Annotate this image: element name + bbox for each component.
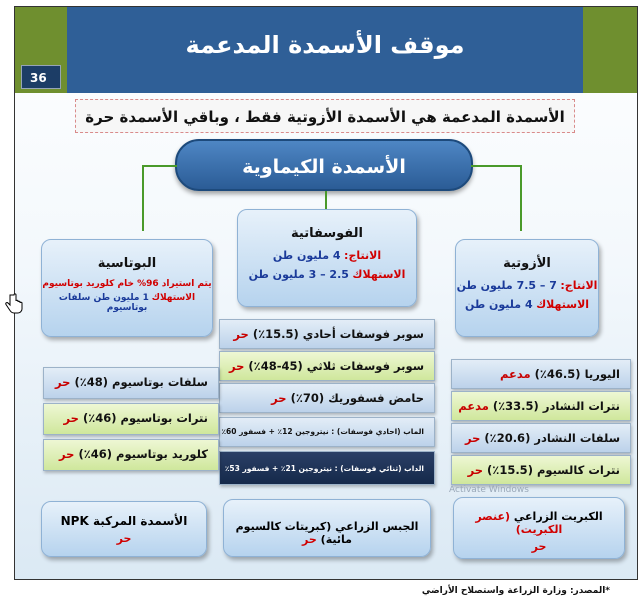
item-percent: (33.5٪) xyxy=(492,399,539,413)
item-percent: (15.5٪) xyxy=(252,327,299,341)
nitrogen-item xyxy=(451,423,631,453)
item-percent: (46.5٪) xyxy=(534,367,581,381)
item-name: سلفات بوتاسيوم xyxy=(112,375,208,389)
nitrogen-consumption-label: الاستهلاك xyxy=(536,298,590,311)
gypsum-name: الجبس الزراعي xyxy=(335,520,419,533)
item-percent: (46٪) xyxy=(82,411,117,425)
watermark-text: Activate Windows xyxy=(449,485,529,495)
item-name: الماب (احادي فوسفات) : نيتروجين 12٪ + فسفور 60٪ xyxy=(221,427,424,436)
item-name: سوبر فوسفات أحادي xyxy=(302,327,424,341)
potash-item xyxy=(43,439,219,471)
item-status: حر xyxy=(467,463,484,477)
nitrogen-item xyxy=(451,391,631,421)
item-status: حر xyxy=(464,431,481,445)
sulfur-box xyxy=(453,497,625,559)
subsidy-note-banner: الأسمدة المدعمة هي الأسمدة الأزوتية فقط ، وباقي الأسمدة حرة xyxy=(75,99,575,133)
header-right-band xyxy=(583,7,637,93)
phosphate-title: الفوسفاتية xyxy=(291,226,363,241)
nitrogen-production-label: الانتاج: xyxy=(560,279,598,292)
connector-left-h xyxy=(143,165,177,167)
nitrogen-production-value: 7 – 7.5 مليون طن xyxy=(456,279,557,292)
nitrogen-title: الأزوتية xyxy=(503,256,551,271)
connector-right-v xyxy=(520,165,522,231)
hand-cursor-icon xyxy=(2,292,26,316)
item-name: حامض فسفوريك xyxy=(328,391,424,405)
potash-import-note: يتم استيراد 96% خام كلوريد بوتاسيوم xyxy=(42,279,212,289)
item-status: مدعم xyxy=(458,399,489,413)
phosphate-item xyxy=(219,351,435,381)
potash-consumption-label: الاستهلاك xyxy=(151,293,196,303)
phosphate-item xyxy=(219,383,435,413)
item-name: نترات بوتاسيوم xyxy=(120,411,208,425)
slide xyxy=(14,6,638,580)
potash-item xyxy=(43,367,219,399)
item-percent: (20.6٪) xyxy=(484,431,531,445)
category-nitrogen xyxy=(455,239,599,337)
item-percent: (70٪) xyxy=(290,391,325,405)
phosphate-consumption-label: الاستهلاك xyxy=(352,268,406,281)
category-potash xyxy=(41,239,213,337)
item-status: حر xyxy=(54,375,71,389)
phosphate-item xyxy=(219,319,435,349)
source-note: *المصدر: وزارة الزراعة واستصلاح الأراضي xyxy=(421,586,610,596)
item-status: مدعم xyxy=(499,367,531,381)
category-phosphate xyxy=(237,209,417,307)
npk-status: حر xyxy=(116,532,132,545)
phosphate-consumption-value: 2.5 – 3 مليون طن xyxy=(248,268,349,281)
item-name: الداب (ثنائي فوسفات) : نيتروجين 21٪ + فسفور 53٪ xyxy=(224,464,424,473)
gypsum-status: حر xyxy=(302,533,317,546)
item-name: نترات النشادر xyxy=(542,399,620,413)
phosphate-item xyxy=(219,451,435,485)
root-node-chemical-fertilizers: الأسمدة الكيماوية xyxy=(175,139,473,191)
potash-consumption-value: 1 مليون طن سلفات بوتاسيوم xyxy=(58,293,149,313)
slide-number: 36 xyxy=(21,65,61,89)
npk-box xyxy=(41,501,207,557)
slide-title: موقف الأسمدة المدعمة xyxy=(185,31,465,59)
phosphate-production-label: الانتاج: xyxy=(344,249,382,262)
gypsum-box xyxy=(223,499,431,557)
nitrogen-consumption-value: 4 مليون طن xyxy=(464,298,533,311)
sulfur-name: الكبريت الزراعي xyxy=(513,510,603,523)
item-name: سلفات النشادر xyxy=(534,431,620,445)
connector-center-v xyxy=(325,191,327,209)
sulfur-status: حر xyxy=(531,540,547,553)
nitrogen-item xyxy=(451,359,631,389)
nitrogen-item xyxy=(451,455,631,485)
item-status: حر xyxy=(228,359,245,373)
item-status: حر xyxy=(63,411,79,425)
potash-title: البوتاسية xyxy=(97,256,157,271)
potash-item xyxy=(43,403,219,435)
phosphate-item xyxy=(219,417,435,447)
item-status: حر xyxy=(58,447,75,461)
item-percent: (48٪) xyxy=(74,375,109,389)
connector-left-v xyxy=(142,165,144,231)
sulfur-note: (عنصر الكبريت) xyxy=(475,510,563,536)
item-name: اليوريا xyxy=(584,367,620,381)
item-name: كلوريد بوتاسيوم xyxy=(116,447,208,461)
item-percent: (15.5٪) xyxy=(487,463,533,477)
connector-right-h xyxy=(471,165,521,167)
gypsum-note: (كبريتات كالسيوم مائية) xyxy=(235,520,352,546)
npk-name: الأسمدة المركبة NPK xyxy=(60,514,188,528)
item-name: نترات كالسيوم xyxy=(536,463,620,477)
phosphate-production-value: 4 مليون طن xyxy=(272,249,341,262)
item-status: حر xyxy=(271,391,287,405)
item-status: حر xyxy=(233,327,249,341)
item-percent: (45-48٪) xyxy=(248,359,303,373)
item-name: سوبر فوسفات ثلاثي xyxy=(306,359,424,373)
item-percent: (46٪) xyxy=(78,447,112,461)
